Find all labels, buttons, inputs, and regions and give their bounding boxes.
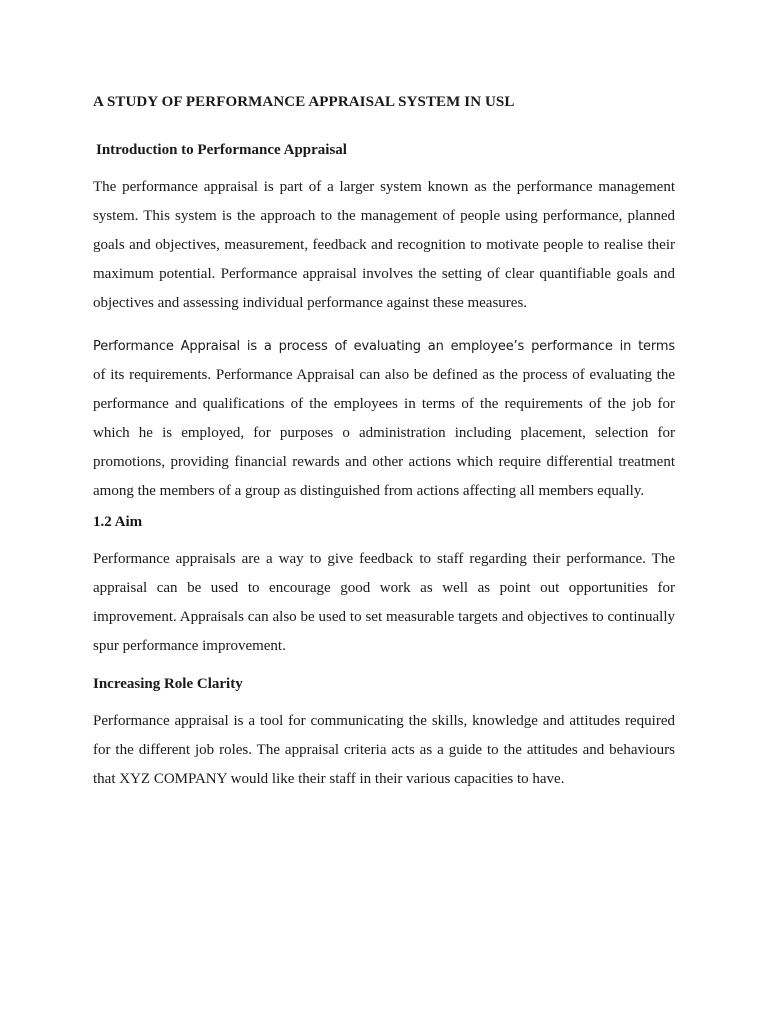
section-heading-role-clarity: Increasing Role Clarity — [93, 676, 243, 692]
paragraph-definition — [93, 332, 675, 506]
document-title: A STUDY OF PERFORMANCE APPRAISAL SYSTEM IN USL — [93, 94, 515, 110]
spacer — [93, 318, 675, 332]
paragraph-definition-first-line: Performance Appraisal is a process of evaluating an employee’s performance in terms — [93, 339, 675, 354]
spacer — [93, 661, 675, 672]
section-heading-introduction: Introduction to Performance Appraisal — [96, 142, 347, 158]
document-body — [93, 90, 675, 794]
section-heading-aim: 1.2 Aim — [93, 514, 143, 530]
spacer — [93, 162, 675, 173]
paragraph-introduction: The performance appraisal is part of a larger system known as the performance management system. This system is the approach to the management of people using performance, planned goals and objectives, measurement, feedback and recognition to motivate people to realise their maximum potential. Performance appraisal involves the setting of clear quantifiable goals and objectives and assessing individual performance against these measures. — [93, 179, 675, 311]
paragraph-definition-rest: of its requirements. Performance Appraisal can also be defined as the process of evaluating the performance and qualifications of the employees in terms of the requirements of the job for which he is employed, for purposes o administration including placement, selection for promotions, providing financial rewards and other actions which require differential treatment among the members of a group as distinguished from actions affecting all members equally. — [93, 367, 675, 499]
spacer — [93, 696, 675, 707]
spacer — [93, 534, 675, 545]
paragraph-role-clarity: Performance appraisal is a tool for communicating the skills, knowledge and attitudes required for the different job roles. The appraisal criteria acts as a guide to the attitudes and behaviours that XYZ COMPANY would like their staff in their various capacities to have. — [93, 713, 675, 787]
paragraph-aim: Performance appraisals are a way to give feedback to staff regarding their performance. The appraisal can be used to encourage good work as well as point out opportunities for improvement. Appraisals can also be used to set measurable targets and objectives to continually spur performance improvement. — [93, 551, 675, 654]
